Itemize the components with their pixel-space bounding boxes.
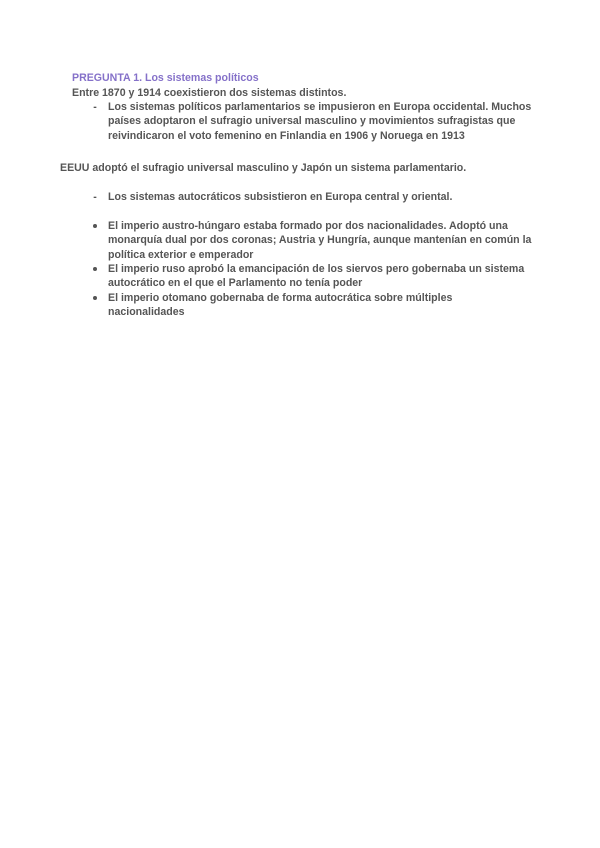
dash-item-parliamentary: Los sistemas políticos parlamentarios se impusieron en Europa occidental. Muchos países adoptaron el sufragio universal masculino y movimientos sufragistas que reivindicaron el voto femenino en Finlandia en 1906 y Noruega en 1913 — [108, 101, 532, 142]
dash-item-autocratic: Los sistemas autocráticos subsistieron en Europa central y oriental. — [108, 191, 453, 203]
bullet-icon — [90, 219, 100, 233]
eeuu-paragraph: EEUU adoptó el sufragio universal masculino y Japón un sistema parlamentario. — [60, 162, 467, 174]
bullet-item-ottoman: El imperio otomano gobernaba de forma autocrática sobre múltiples nacionalidades — [108, 292, 453, 319]
bullet-icon — [90, 262, 100, 276]
bullet-item-russian: El imperio ruso aprobó la emancipación de los siervos pero gobernaba un sistema autocrático en el que el Parlamento no tenía poder — [108, 263, 525, 290]
bullet-item-austro-hungarian: El imperio austro-húngaro estaba formado por dos nacionalidades. Adoptó una monarquía dual por dos coronas; Austria y Hungría, aunque mantenían en común la política exterior e emperador — [108, 220, 532, 261]
dash-marker: - — [93, 101, 97, 113]
dash-marker: - — [93, 191, 97, 203]
bullet-icon — [90, 291, 100, 305]
question-title: PREGUNTA 1. Los sistemas políticos — [72, 72, 259, 84]
intro-paragraph: Entre 1870 y 1914 coexistieron dos sistemas distintos. — [72, 87, 347, 99]
